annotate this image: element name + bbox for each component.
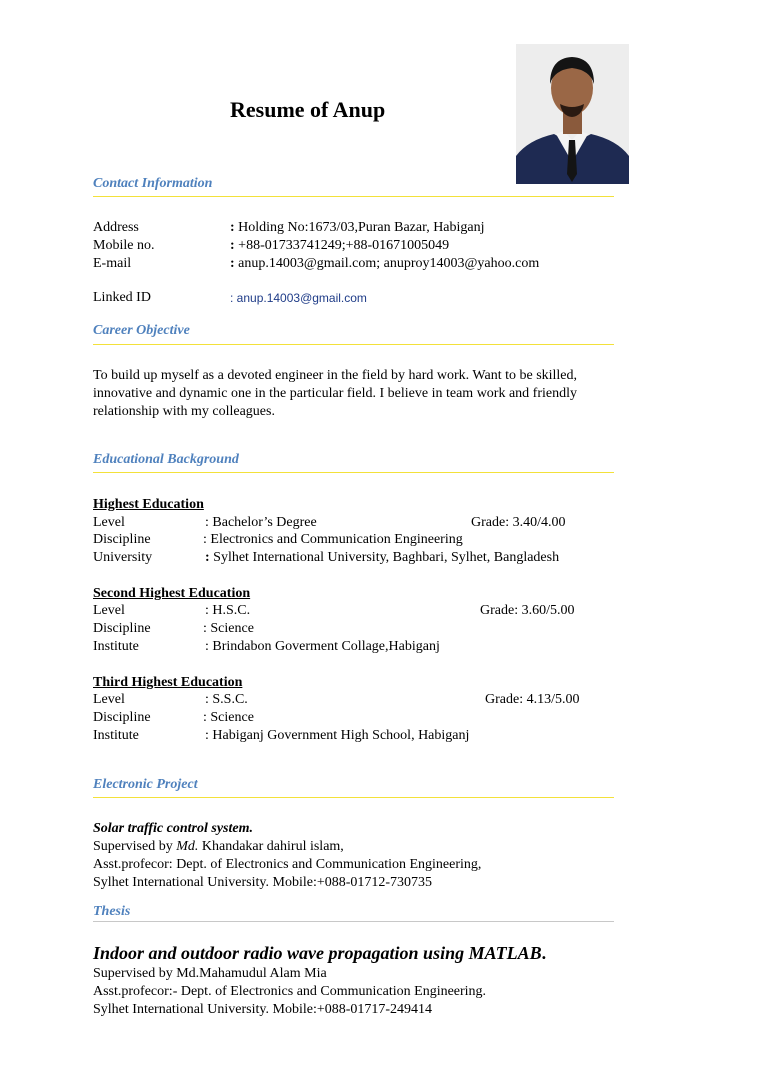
section-contact-heading: Contact Information — [93, 176, 213, 191]
third-institute-label: Institute — [93, 728, 139, 743]
project-university: Sylhet International University. Mobile:+088-01712-730735 — [93, 875, 433, 890]
second-level-label: Level — [93, 603, 125, 618]
third-education-heading: Third Highest Education — [93, 675, 243, 690]
highest-discipline-value: : Electronics and Communication Engineering — [203, 532, 463, 547]
highest-discipline-label: Discipline — [93, 532, 151, 547]
contact-address-label: Address — [93, 220, 139, 235]
third-level-value: : S.S.C. — [205, 692, 248, 707]
project-supervisor-position: Asst.profecor: Dept. of Electronics and Communication Engineering, — [93, 857, 482, 872]
third-discipline-value: : Science — [203, 710, 254, 725]
section-divider — [93, 921, 614, 922]
thesis-university: Sylhet International University. Mobile:+088-01717-249414 — [93, 1002, 433, 1017]
career-line: To build up myself as a devoted engineer in the field by hard work. Want to be skilled, — [93, 368, 578, 383]
contact-mobile-label: Mobile no. — [93, 238, 155, 253]
third-discipline-label: Discipline — [93, 710, 151, 725]
contact-address-value: : Holding No:1673/03,Puran Bazar, Habiganj — [230, 220, 485, 235]
highest-education-heading: Highest Education — [93, 497, 204, 512]
section-project-heading: Electronic Project — [93, 777, 198, 792]
section-divider — [93, 797, 614, 798]
thesis-supervisor-position: Asst.profecor:- Dept. of Electronics and Communication Engineering. — [93, 984, 487, 999]
highest-grade: Grade: 3.40/4.00 — [471, 515, 566, 530]
contact-email-label: E-mail — [93, 256, 132, 271]
section-divider — [93, 472, 614, 473]
third-level-label: Level — [93, 692, 125, 707]
section-education-heading: Educational Background — [93, 452, 239, 467]
third-grade: Grade: 4.13/5.00 — [485, 692, 580, 707]
second-institute-label: Institute — [93, 639, 139, 654]
profile-photo — [516, 44, 629, 184]
thesis-title: Indoor and outdoor radio wave propagation using MATLAB. — [93, 943, 547, 963]
contact-mobile-value: : +88-01733741249;+88-01671005049 — [230, 238, 450, 253]
highest-university-label: University — [93, 550, 153, 565]
highest-level-label: Level — [93, 515, 125, 530]
career-objective-text — [93, 367, 638, 421]
section-career-heading: Career Objective — [93, 323, 190, 338]
career-line: innovative and dynamic one in the particular field. I believe in team work and friendly — [93, 386, 577, 401]
highest-level-value: : Bachelor’s Degree — [205, 515, 317, 530]
project-supervisor: Supervised by Md. Khandakar dahirul islam, — [93, 839, 344, 854]
career-line: relationship with my colleagues. — [93, 404, 275, 419]
contact-linked-label: Linked ID — [93, 290, 151, 305]
second-institute-value: : Brindabon Goverment Collage,Habiganj — [205, 639, 440, 654]
second-level-value: : H.S.C. — [205, 603, 251, 618]
project-title: Solar traffic control system. — [93, 821, 253, 836]
thesis-supervisor: Supervised by Md.Mahamudul Alam Mia — [93, 966, 327, 981]
highest-university-value: : Sylhet International University, Baghbari, Sylhet, Bangladesh — [205, 550, 560, 565]
second-discipline-value: : Science — [203, 621, 254, 636]
second-grade: Grade: 3.60/5.00 — [480, 603, 575, 618]
contact-linked-link[interactable]: : anup.14003@gmail.com — [230, 291, 367, 305]
section-thesis-heading: Thesis — [93, 904, 131, 919]
section-divider — [93, 196, 614, 197]
second-education-heading: Second Highest Education — [93, 586, 251, 601]
second-discipline-label: Discipline — [93, 621, 151, 636]
third-institute-value: : Habiganj Government High School, Habiganj — [205, 728, 470, 743]
contact-email-value[interactable]: : anup.14003@gmail.com; anuproy14003@yahoo.com — [230, 256, 540, 271]
section-divider — [93, 344, 614, 345]
page-title: Resume of Anup — [230, 97, 386, 122]
